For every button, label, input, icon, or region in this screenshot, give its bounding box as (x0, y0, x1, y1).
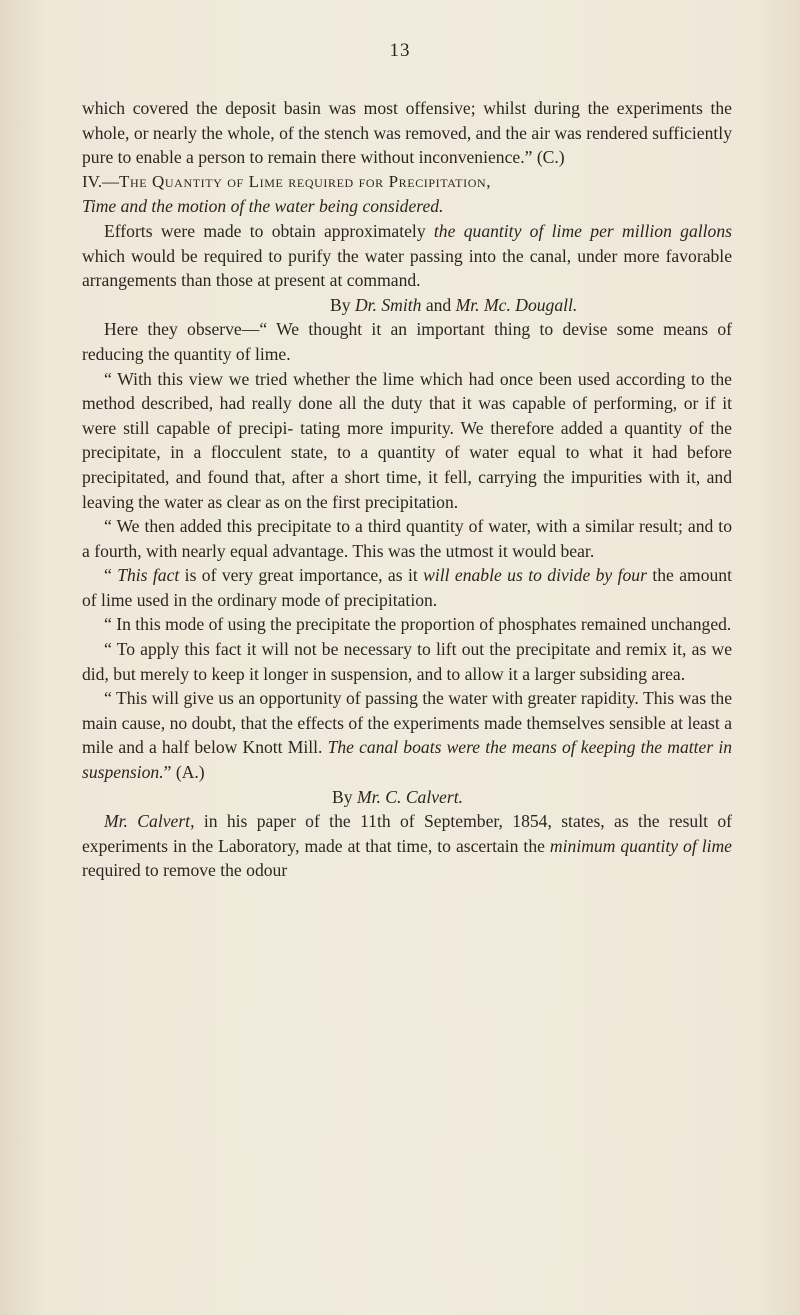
section-heading (82, 170, 732, 195)
paragraph-efforts: Efforts were made to obtain approximately the quantity of lime per million gallons which would be required to purify the water passing into the canal, under more favorable arrangements than those at present at command. (82, 220, 732, 291)
section-heading-title: The Quantity of Lime required for Precipitation, (119, 171, 492, 191)
body-text (82, 96, 732, 883)
paragraph-calvert-paper: Mr. Calvert, in his paper of the 11th of September, 1854, states, as the result of experiments in the Laboratory, made at that time, to ascertain the minimum quantity of lime required to remove the odour (82, 811, 732, 881)
byline-calvert: By Mr. C. Calvert. (332, 786, 463, 807)
paragraph-greater-rapidity: “ This will give us an opportunity of passing the water with greater rapidity. This was the main cause, no doubt, that the effects of the experiments made themselves sensible at least a mile and a half below Knott Mill. The canal boats were the means of keeping the matter in suspension.” (A.) (82, 688, 733, 783)
section-heading-number: IV.— (82, 171, 119, 191)
paragraph-phosphates: “ In this mode of using the precipitate the proportion of phosphates remained unchanged. (104, 614, 732, 635)
page-number: 13 (389, 40, 411, 61)
paragraph-third-quantity: “ We then added this precipitate to a third quantity of water, with a similar result; and to a fourth, with nearly equal advantage. This was the utmost it would bear. (82, 516, 732, 561)
byline-smith-dougall: By Dr. Smith and Mr. Mc. Dougall. (330, 294, 578, 315)
paragraph-continuation: which covered the deposit basin was most offensive; whilst during the experiments the whole, or nearly the whole, of the stench was removed, and the air was rendered sufficiently pure to enable a person to remain there without inconvenience.” (C.) (82, 98, 732, 168)
paragraph-with-this-view: “ With this view we tried whether the lime which had once been used according to the method described, had really done all the duty that it was capable of performing, or if it were still capable of precipi- tating more impurity. We therefore added a quantity of the precipitate, in a flocculent state, to a quantity of water equal to what it had before precipitated, and found that, after a short time, it fell, carrying the impurities with it, and leaving the water as clear as on the first precipitation. (82, 368, 732, 512)
section-subheading: Time and the motion of the water being considered. (82, 196, 444, 217)
emphasis-quantity: the quantity of lime per million gallons (433, 220, 732, 241)
paragraph-this-fact: “ This fact is of very great importance, as it will enable us to divide by four the amount of lime used in the ordinary mode of precipitation. (82, 565, 732, 610)
paragraph-here-they-observe: Here they observe—“ We thought it an important thing to devise some means of reducing the quantity of lime. (82, 319, 732, 364)
paragraph-apply-fact: “ To apply this fact it will not be necessary to lift out the precipitate and remix it, as we did, but merely to keep it longer in suspension, and to allow it a larger subsiding area. (82, 639, 732, 684)
